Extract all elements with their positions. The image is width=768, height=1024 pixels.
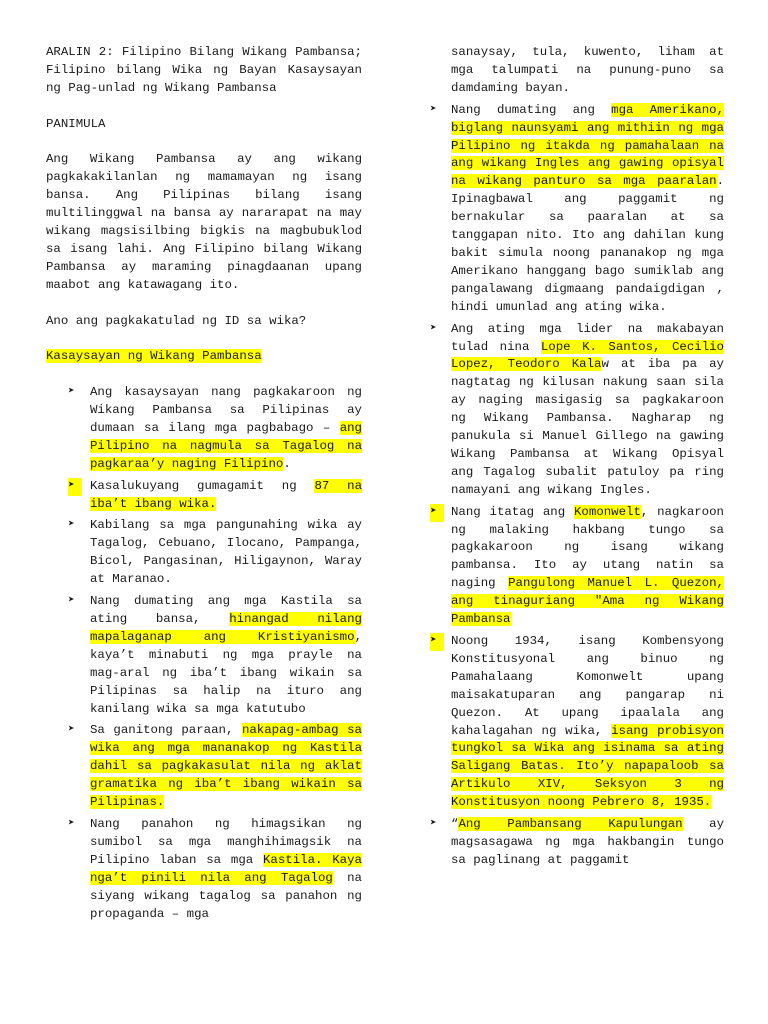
history-heading: Kasaysayan ng Wikang Pambansa <box>46 349 262 364</box>
arrow-bullet-icon: ➤ <box>68 595 75 608</box>
list-item <box>430 102 724 317</box>
bullet-text: Nang dumating ang mga Kastila sa ating bansa, <box>90 594 362 627</box>
arrow-bullet-icon: ➤ <box>68 386 75 399</box>
list-item <box>430 633 724 812</box>
bullet-text: . <box>283 456 291 471</box>
lesson-title: ARALIN 2: Filipino Bilang Wikang Pambansa; Filipino bilang Wika ng Bayan Kasaysayan ng Pag-unlad ng Wikang Pambansa <box>46 45 362 95</box>
bullet-text: Ang ating mga lider na makabayan tulad nina <box>451 321 724 354</box>
arrow-bullet-icon: ➤ <box>68 724 75 737</box>
highlighted-text: Komonwelt <box>573 504 641 519</box>
arrow-bullet-icon: ➤ <box>68 478 82 496</box>
intro-paragraph: Ang Wikang Pambansa ay ang wikang pagkakakilanlan ng mamamayan ng isang bansa. Ang Pilipinas bilang isang multilinggwal na bansa ay nararapat na may wikang magsisilbing bigkis na magbubuklod sa isang lahi. Ang Filipino bilang Wikang Pambansa ay maraming pinagdaanan upang maabot ang katawagang ito. <box>46 152 362 292</box>
list-item <box>46 517 362 589</box>
list-item <box>46 384 362 474</box>
bullet-text: Kabilang sa mga pangunahing wika ay Tagalog, Cebuano, Ilocano, Pampanga, Bicol, Pangasinan, Hiligaynon, Waray at Maranao. <box>90 518 362 587</box>
bullet-text: Nang itatag ang <box>451 504 574 519</box>
list-item <box>46 722 362 812</box>
list-item <box>46 816 362 923</box>
highlighted-text: isang probisyon tungkol sa Wika ang isinama sa ating Saligang Batas. Ito’y napapaloob sa Artikulo XIV, Seksyon 3 ng Konstitusyon noong Pebrero 8, 1935. <box>451 723 724 810</box>
arrow-bullet-icon: ➤ <box>430 818 437 831</box>
bullet-text: Ang kasaysayan nang pagkakaroon ng Wikang Pambansa sa Pilipinas ay dumaan sa ilang mga pagbabago – <box>90 385 362 435</box>
arrow-bullet-icon: ➤ <box>68 817 75 830</box>
highlighted-text: nakapag-ambag sa wika ang mga mananakop ng Kastila dahil sa pagkakasulat nila ng aklat gramatika ng iba’t ibang wikain sa Pilipinas. <box>90 723 362 810</box>
bullet-text: Nang dumating ang <box>451 102 612 117</box>
left-column <box>46 44 362 927</box>
bullet-text: Sa ganitong paraan, <box>90 723 242 738</box>
list-item <box>430 504 724 629</box>
bullet-text: ay magsasagawa ng mga hakbangin tungo sa paglinang at paggamit <box>451 817 725 867</box>
highlighted-text: hinangad nilang mapalaganap ang Kristiyanismo <box>90 612 362 644</box>
right-bullet-list <box>430 102 724 870</box>
bullet-text: Nang panahon ng himagsikan ng sumibol sa mga manghihimagsik na Pilipino laban sa mga <box>90 816 362 867</box>
highlighted-text: 87 na iba’t ibang wika. <box>90 478 363 511</box>
highlighted-text: Lope K. Santos, Cecilio Lopez, Teodoro Kala <box>451 339 724 372</box>
list-item <box>46 593 362 718</box>
arrow-bullet-icon: ➤ <box>430 103 437 116</box>
arrow-bullet-icon: ➤ <box>430 322 437 335</box>
bullet-text: “ <box>451 817 459 832</box>
arrow-bullet-icon: ➤ <box>430 504 444 522</box>
highlighted-text: mga Amerikano, biglang naunsyami ang mithiin ng mga Pilipino ng itakda ng pamahalaan na ang wikang Ingles ang gawing opisyal na wikang panturo sa mga paaralan <box>451 102 725 189</box>
intro-heading: PANIMULA <box>46 116 106 131</box>
history-heading-line <box>46 348 362 366</box>
list-item <box>430 321 724 500</box>
bullet-text: , kaya’t minabuti ng mga prayle na mag-aral ng iba’t ibang wikain sa Pilipinas sa halip na ituro ang kanilang wika sa mga katutubo <box>90 629 362 716</box>
bullet-text: na siyang wikang tagalog sa panahon ng propaganda – mga <box>90 870 362 921</box>
highlighted-text: Ang Pambansang Kapulungan <box>458 817 683 832</box>
continued-text: sanaysay, tula, kuwento, liham at mga talumpati na punung-puno sa damdaming bayan. <box>451 45 724 95</box>
bullet-text: , nagkaroon ng malaking hakbang tungo sa pagkakaroon ng isang wikang pambansa. Ito ay utang natin sa naging <box>451 504 724 591</box>
bullet-text: w at iba pa ay nagtatag ng kilusan nakung saan sila ay naging masigasig sa pagkakaroon ng Wikang Pambansa. Nagharap ng panukula si Manuel Gillego na gawing Wikang Pambansa at Wikang Opisyal ang Tagalog subalit patuloy pa ring namayani ang wikang Ingles. <box>451 357 724 497</box>
highlighted-text: Pangulong Manuel L. Quezon, ang tinaguriang "Ama ng Wikang Pambansa <box>451 576 724 627</box>
arrow-bullet-icon: ➤ <box>68 519 75 532</box>
list-item <box>430 816 724 870</box>
bullet-text: Noong 1934, isang Kombensyong Konstitusyonal ang binuo ng Pamahalaang Komonwelt upang maisakatuparan ang pangarap ni Quezon. At upang ipaalala ang kahalagahan ng wika, <box>451 634 724 738</box>
highlighted-text: Kastila. Kaya nga’t pinili nila ang Tagalog <box>90 852 362 885</box>
arrow-bullet-icon: ➤ <box>430 633 444 651</box>
question-text: Ano ang pagkakatulad ng ID sa wika? <box>46 313 307 328</box>
right-column <box>430 44 724 874</box>
highlighted-text: ang Pilipino na nagmula sa Tagalog na pagkaraa’y naging Filipino <box>90 420 362 471</box>
bullet-text: . Ipinagbawal ang paggamit ng bernakular sa paaralan at sa tanggapan nito. Ito ang dahilan kung bakit simula noong pananakop ng mga Amerikano hanggang bago sumiklab ang pangalawang digmaang pandaigdigan , hindi umunlad ang ating wika. <box>451 174 724 314</box>
left-bullet-list <box>46 384 362 923</box>
list-item <box>46 478 362 514</box>
bullet-text: Kasalukuyang gumagamit ng <box>90 478 315 493</box>
